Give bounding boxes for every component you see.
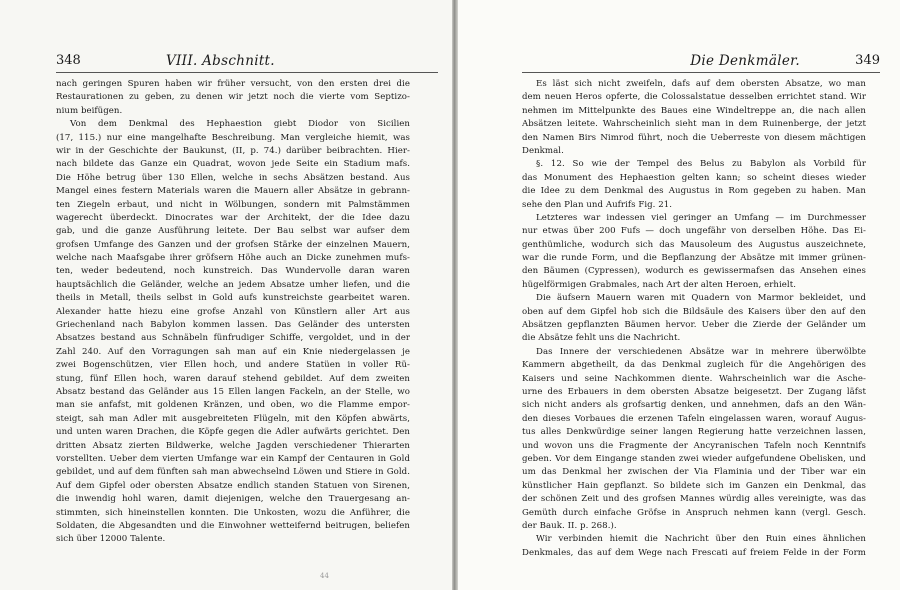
text-line: tus alles Denkwürdige seiner langen Regierung hatte verzeichnen lassen, bbox=[522, 427, 866, 438]
text-line: Denkmales, das auf dem Wege nach Frescati auf freiem Felde in der Form bbox=[522, 547, 866, 558]
left-header bbox=[56, 52, 438, 70]
text-line: oben auf dem Gipfel hob sich die Bildsäule des Kaisers über den auf den bbox=[522, 306, 866, 317]
right-page bbox=[458, 0, 900, 590]
text-line: Auf dem Gipfel oder obersten Absatze endlich standen Statuen von Sirenen, bbox=[56, 480, 410, 491]
text-line: genthümliche, wodurch sich das Mausoleum des Augustus auszeichnete, bbox=[522, 239, 866, 250]
text-line: wir in der Geschichte der Baukunst, (II, p. 74.) darüber beibrachten. Hier- bbox=[56, 145, 410, 156]
text-line: der Bauk. II. p. 268.). bbox=[522, 520, 617, 531]
text-line: ten Ziegeln erbaut, und nicht in Wölbungen, sondern mit Palmstämmen bbox=[56, 199, 410, 210]
text-line: hügelförmigen Grabmales, nach Art der alten Heroen, erhielt. bbox=[522, 279, 796, 290]
right-running-title: Die Denkmäler. bbox=[690, 53, 800, 69]
text-line: Die äufsern Mauern waren mit Quadern von Marmor bekleidet, und bbox=[536, 293, 866, 304]
text-line: sich über 12000 Talente. bbox=[56, 534, 166, 545]
text-line: Gemüth durch einfache Gröfse in Anspruch nehmen kann (vergl. Gesch. bbox=[522, 507, 866, 518]
text-line: theils in Metall, theils selbst in Gold aufs kunstreichste gearbeitet waren. bbox=[56, 293, 410, 304]
text-line: Wir verbinden hiemit die Nachricht über den Ruin eines ähnlichen bbox=[536, 534, 866, 545]
left-running-title: VIII. Abschnitt. bbox=[166, 53, 275, 69]
text-line: der schönen Zeit und des grofsen Mannes würdig alles vereinigte, was das bbox=[522, 494, 866, 505]
text-line: den Namen Birs Nimrod führt, noch die Ueberreste von diesem mächtigen bbox=[522, 132, 866, 143]
text-line: die Idee zu dem Denkmal des Augustus in Rom gegeben zu haben. Man bbox=[522, 186, 866, 197]
text-line: §. 12. So wie der Tempel des Belus zu Babylon als Vorbild für bbox=[536, 159, 866, 170]
text-line: Denkmal. bbox=[522, 145, 564, 156]
text-line: Das Innere der verschiedenen Absätze war in mehrere überwölbte bbox=[536, 346, 866, 357]
text-line: Letzteres war indessen viel geringer an Umfang — im Durchmesser bbox=[536, 212, 866, 223]
text-line: war die runde Form, und die Bepflanzung der Absätze mit immer grünen- bbox=[522, 253, 866, 264]
text-line: grofsen Umfange des Ganzen und der grofsen Stärke der einzelnen Mauern, bbox=[56, 239, 410, 250]
text-line: gab, und die ganze Ausführung leitete. Der Bau selbst war aufser dem bbox=[56, 226, 410, 237]
text-line: Absatz bestand das Geländer aus 15 Ellen langen Fackeln, an der Stelle, wo bbox=[56, 386, 410, 397]
text-line: geben. Vor dem Eingange standen zwei wieder aufgefundene Obelisken, und bbox=[522, 453, 866, 464]
text-line: Alexander hatte hiezu eine grofse Anzahl von Künstlern aller Art aus bbox=[56, 306, 410, 317]
text-line: um das Denkmal her zwischen der Via Flaminia und der Tiber war ein bbox=[522, 467, 866, 478]
text-line: wagerecht überdeckt. Dinocrates war der Architekt, der die Idee dazu bbox=[56, 212, 410, 223]
text-line: steigt, sah man Adler mit ausgebreiteten Flügeln, mit den Köpfen abwärts, bbox=[56, 413, 410, 424]
signature-mark: 44 bbox=[320, 572, 329, 580]
text-line: nur etwas über 200 Fufs — doch ungefähr von derselben Höhe. Das Ei- bbox=[522, 226, 866, 237]
text-line: die Absätze fehlt uns die Nachricht. bbox=[522, 333, 681, 344]
text-line: stimmten, sich hineinstellen konnten. Die Unkosten, wozu die Anführer, die bbox=[56, 507, 410, 518]
text-line: Kaisers und seine Nachkommen diente. Wahrscheinlich war die Asche- bbox=[522, 373, 866, 384]
text-line: sich nicht anders als grofsartig denken, und annehmen, dafs an den Wän- bbox=[522, 400, 866, 411]
text-line: Griechenland nach Babylon kommen lassen. Das Geländer des untersten bbox=[56, 320, 410, 331]
text-line: ten, weder bedeutend, noch kunstreich. Das Wundervolle daran waren bbox=[56, 266, 410, 277]
text-line: Zahl 240. Auf den Vorragungen sah man auf ein Knie niedergelassen je bbox=[56, 346, 410, 357]
text-line: den Bäumen (Cypressen), wodurch es gewissermafsen das Ansehen eines bbox=[522, 266, 866, 277]
text-line: Die Höhe betrug über 130 Ellen, welche in sechs Absätzen bestand. Aus bbox=[56, 172, 410, 183]
text-line: Von dem Denkmal des Hephaestion giebt Diodor von Sicilien bbox=[70, 119, 410, 130]
text-line: und wovon uns die Fragmente der Ancyranischen Tafeln noch Kenntnifs bbox=[522, 440, 866, 451]
text-line: nium beifügen. bbox=[56, 105, 123, 116]
text-line: Mangel eines festern Materials waren die Mauern aller Absätze in gebrann- bbox=[56, 186, 410, 197]
text-line: und unten waren Drachen, die Köpfe gegen die Adler aufwärts gerichtet. Den bbox=[56, 427, 410, 438]
text-line: Absätzen leitete. Wahrscheinlich sieht man in dem Ruinenberge, der jetzt bbox=[522, 119, 866, 130]
right-header bbox=[522, 52, 880, 70]
right-page-number: 349 bbox=[855, 53, 880, 68]
text-line: nach bildete das Ganze ein Quadrat, wovon jede Seite ein Stadium mafs. bbox=[56, 159, 410, 170]
text-line: vorstellten. Ueber dem vierten Umfange war ein Kampf der Centauren in Gold bbox=[56, 453, 410, 464]
text-line: Absatzes bestand aus Schnäbeln fünfrudiger Schiffe, vergoldet, und in der bbox=[56, 333, 410, 344]
text-line: zwei Bogenschützen, vier Ellen hoch, und andere Statüen in voller Rü- bbox=[56, 360, 410, 371]
text-line: die inwendig hohl waren, damit diejenigen, welche den Trauergesang an- bbox=[56, 494, 410, 505]
text-line: Restaurationen zu geben, zu denen wir jetzt noch die vierte vom Septizo- bbox=[56, 92, 410, 103]
text-line: den dieses Vorbaues die erzenen Tafeln eingelassen waren, worauf Augus- bbox=[522, 413, 866, 424]
text-line: nach geringen Spuren haben wir früher versucht, von den ersten drei die bbox=[56, 79, 410, 89]
text-line: das Monument des Hephaestion gelten kann; so scheint dieses wieder bbox=[522, 172, 866, 183]
text-line: (17, 115.) nur eine mangelhafte Beschreibung. Man vergleiche hiemit, was bbox=[56, 132, 410, 143]
right-header-rule bbox=[522, 72, 880, 73]
text-line: dem neuen Heros opferte, die Colossalstatue desselben errichtet stand. Wir bbox=[522, 92, 866, 103]
text-line: Soldaten, die Abgesandten und die Einwohner wetteifernd beitrugen, beliefen bbox=[56, 520, 410, 531]
text-line: dritten Absatz zierten Bildwerke, welche Jagden verschiedener Thierarten bbox=[56, 440, 410, 451]
text-line: sehe den Plan und Aufrifs Fig. 21. bbox=[522, 199, 673, 210]
text-line: Absätzen gepflanzten Bäumen hervor. Ueber die Zierde der Geländer um bbox=[522, 320, 866, 331]
left-page-number: 348 bbox=[56, 53, 81, 68]
text-line: künstlicher Hain gepflanzt. So bildete sich im Ganzen ein Denkmal, das bbox=[522, 480, 866, 491]
text-line: nehmen im Mittelpunkte des Baues eine Windeltreppe an, die nach allen bbox=[522, 105, 866, 116]
right-body-text bbox=[522, 78, 866, 560]
text-line: welche nach Maafsgabe ihrer gröfsern Höhe auch an Dicke zunehmen mufs- bbox=[56, 253, 410, 264]
text-line: gebildet, und auf dem fünften sah man abwechselnd Löwen und Stiere in Gold. bbox=[56, 467, 410, 478]
text-line: Es läst sich nicht zweifeln, dafs auf dem obersten Absatze, wo man bbox=[536, 79, 866, 89]
text-line: urne des Erbauers in dem obersten Absatze beigesetzt. Der Zugang läfst bbox=[522, 386, 866, 397]
text-line: Kammern abgetheilt, da das Denkmal zugleich für die Angehörigen des bbox=[522, 360, 866, 371]
left-body-text bbox=[56, 78, 410, 547]
text-line: stung, fünf Ellen hoch, waren darauf stehend gebildet. Auf dem zweiten bbox=[56, 373, 410, 384]
text-line: man sie anfafst, mit goldenen Kränzen, und oben, wo die Flamme empor- bbox=[56, 400, 410, 411]
left-header-rule bbox=[56, 72, 438, 73]
text-line: hauptsächlich die Geländer, welche an jedem Absatze umher liefen, und die bbox=[56, 279, 410, 290]
